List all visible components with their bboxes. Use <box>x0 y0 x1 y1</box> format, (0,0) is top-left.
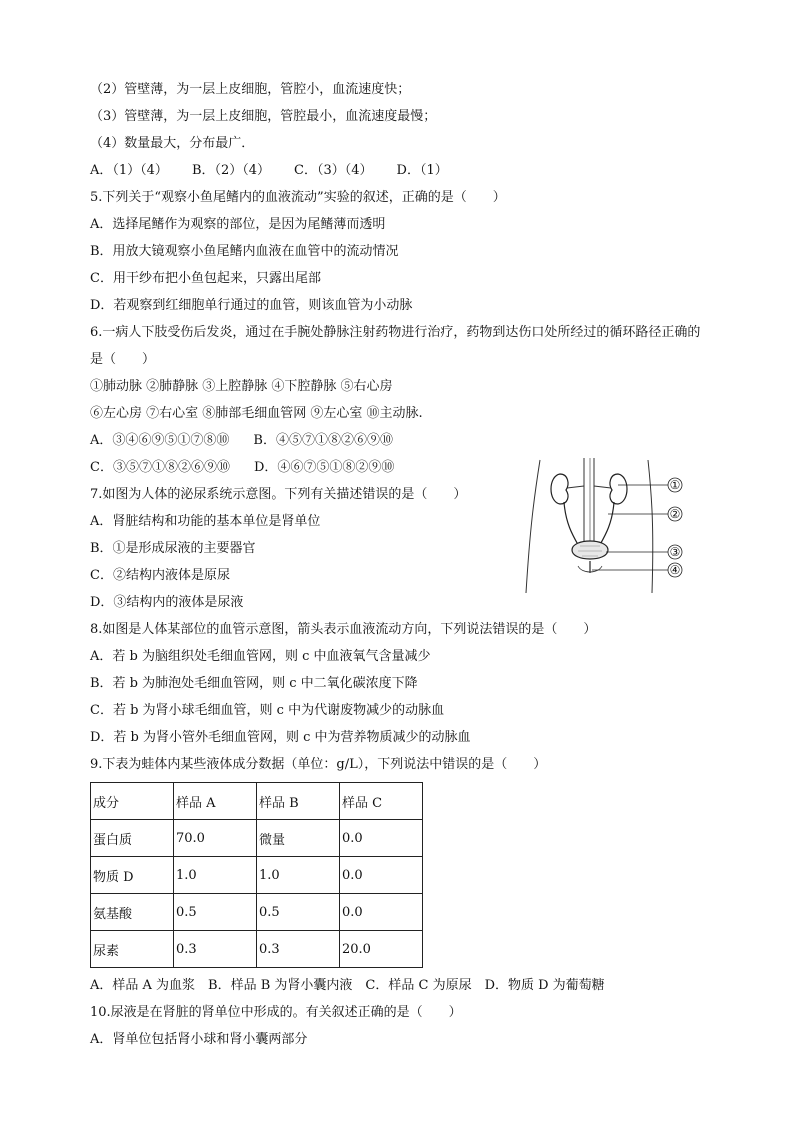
table-cell: 尿素 <box>91 931 174 968</box>
q6-stem: 6.一病人下肢受伤后发炎，通过在手腕处静脉注射药物进行治疗，药物到达伤口处所经过的循环路径正确的是（ ） <box>90 325 701 367</box>
table-cell: 0.0 <box>340 820 423 857</box>
q4-option-c: C．（3）（4） <box>294 163 373 178</box>
table-cell: 20.0 <box>340 931 423 968</box>
q4-option-a: A．（1）（4） <box>90 163 168 178</box>
table-row <box>91 857 423 894</box>
q7-option-c: C．②结构内液体是原尿 <box>90 568 230 583</box>
q6-option-d: D．④⑥⑦⑤①⑧②⑨⑩ <box>253 460 395 475</box>
table-row <box>91 820 423 857</box>
q4-item-2: （2）管壁薄，为一层上皮细胞，管腔小，血流速度快； <box>90 82 411 97</box>
table-cell: 0.5 <box>174 894 257 931</box>
q6-option-b: B．④⑤⑦①⑧②⑥⑨⑩ <box>253 433 393 448</box>
table-cell: 氨基酸 <box>91 894 174 931</box>
table-cell: 0.0 <box>340 894 423 931</box>
figure-label-1: ① <box>669 478 681 492</box>
q7-option-a: A．肾脏结构和功能的基本单位是肾单位 <box>90 514 321 529</box>
urinary-system-diagram <box>520 458 690 598</box>
table-row <box>91 894 423 931</box>
left-kidney <box>551 474 568 504</box>
q9-table <box>90 782 423 968</box>
q4-option-d: D．（1） <box>396 163 448 178</box>
q4-item-3: （3）管壁薄，为一层上皮细胞，管腔最小，血流速度最慢； <box>90 109 437 124</box>
table-header-cell: 样品 A <box>174 783 257 820</box>
body-outline-left <box>526 460 540 593</box>
table-header-cell: 成分 <box>91 783 174 820</box>
right-kidney <box>610 474 627 504</box>
q10-stem: 10.尿液是在肾脏的肾单位中形成的。有关叙述正确的是（ ） <box>90 1005 462 1020</box>
q6-option-c: C．③⑤⑦①⑧②⑥⑨⑩ <box>90 460 230 475</box>
q8-option-c: C．若 b 为肾小球毛细血管，则 c 中为代谢废物减少的动脉血 <box>90 703 445 718</box>
q4-options <box>90 157 720 184</box>
q4-item-4: （4）数量最大，分布最广． <box>90 136 255 151</box>
figure-label-2: ② <box>669 507 681 521</box>
q8-stem: 8.如图是人体某部位的血管示意图，箭头表示血液流动方向，下列说法错误的是（ ） <box>90 622 597 637</box>
q6-options-row1 <box>90 427 720 454</box>
q8-option-b: B．若 b 为肺泡处毛细血管网，则 c 中二氧化碳浓度下降 <box>90 676 418 691</box>
table-header-cell: 样品 B <box>257 783 340 820</box>
q5-stem: 5.下列关于“观察小鱼尾鳍内的血液流动”实验的叙述，正确的是（ ） <box>90 190 506 205</box>
table-header-cell: 样品 C <box>340 783 423 820</box>
table-cell: 微量 <box>257 820 340 857</box>
q5-option-b: B．用放大镜观察小鱼尾鳍内血液在血管中的流动情况 <box>90 244 399 259</box>
q9-stem: 9.下表为蛙体内某些液体成分数据（单位：g/L），下列说法中错误的是（ ） <box>90 757 547 772</box>
table-cell: 0.5 <box>257 894 340 931</box>
table-cell: 0.3 <box>174 931 257 968</box>
table-cell: 物质 D <box>91 857 174 894</box>
table-cell: 蛋白质 <box>91 820 174 857</box>
table-cell: 0.3 <box>257 931 340 968</box>
q8-option-a: A．若 b 为脑组织处毛细血管网，则 c 中血液氧气含量减少 <box>90 649 431 664</box>
q6-items-line1: ①肺动脉 ②肺静脉 ③上腔静脉 ④下腔静脉 ⑤右心房 <box>90 379 393 394</box>
q6-option-a: A．③④⑥⑨⑤①⑦⑧⑩ <box>90 433 230 448</box>
table-row <box>91 931 423 968</box>
q4-option-b: B．（2）（4） <box>191 163 271 178</box>
q7-option-b: B．①是形成尿液的主要器官 <box>90 541 256 556</box>
q6-items-line2: ⑥左心房 ⑦右心室 ⑧肺部毛细血管网 ⑨左心室 ⑩主动脉. <box>90 406 423 421</box>
figure-label-3: ③ <box>669 545 681 559</box>
q7-stem: 7.如图为人体的泌尿系统示意图。下列有关描述错误的是（ ） <box>90 487 467 502</box>
q7-option-d: D．③结构内的液体是尿液 <box>90 595 244 610</box>
table-cell: 0.0 <box>340 857 423 894</box>
figure-label-4: ④ <box>669 563 681 577</box>
q5-option-c: C．用干纱布把小鱼包起来，只露出尾部 <box>90 271 321 286</box>
q10-option-a: A．肾单位包括肾小球和肾小囊两部分 <box>90 1032 308 1047</box>
q5-option-d: D．若观察到红细胞单行通过的血管，则该血管为小动脉 <box>90 298 413 313</box>
table-cell: 1.0 <box>174 857 257 894</box>
q5-option-a: A．选择尾鳍作为观察的部位，是因为尾鳍薄而透明 <box>90 217 386 232</box>
q8-option-d: D．若 b 为肾小管外毛细血管网，则 c 中为营养物质减少的动脉血 <box>90 730 471 745</box>
table-cell: 1.0 <box>257 857 340 894</box>
body-outline-right <box>648 460 653 593</box>
q9-options: A．样品 A 为血浆 B．样品 B 为肾小囊内液 C．样品 C 为原尿 D．物质 D 为葡萄糖 <box>90 978 605 993</box>
table-header-row <box>91 783 423 820</box>
urinary-system-figure <box>520 458 690 598</box>
table-cell: 70.0 <box>174 820 257 857</box>
